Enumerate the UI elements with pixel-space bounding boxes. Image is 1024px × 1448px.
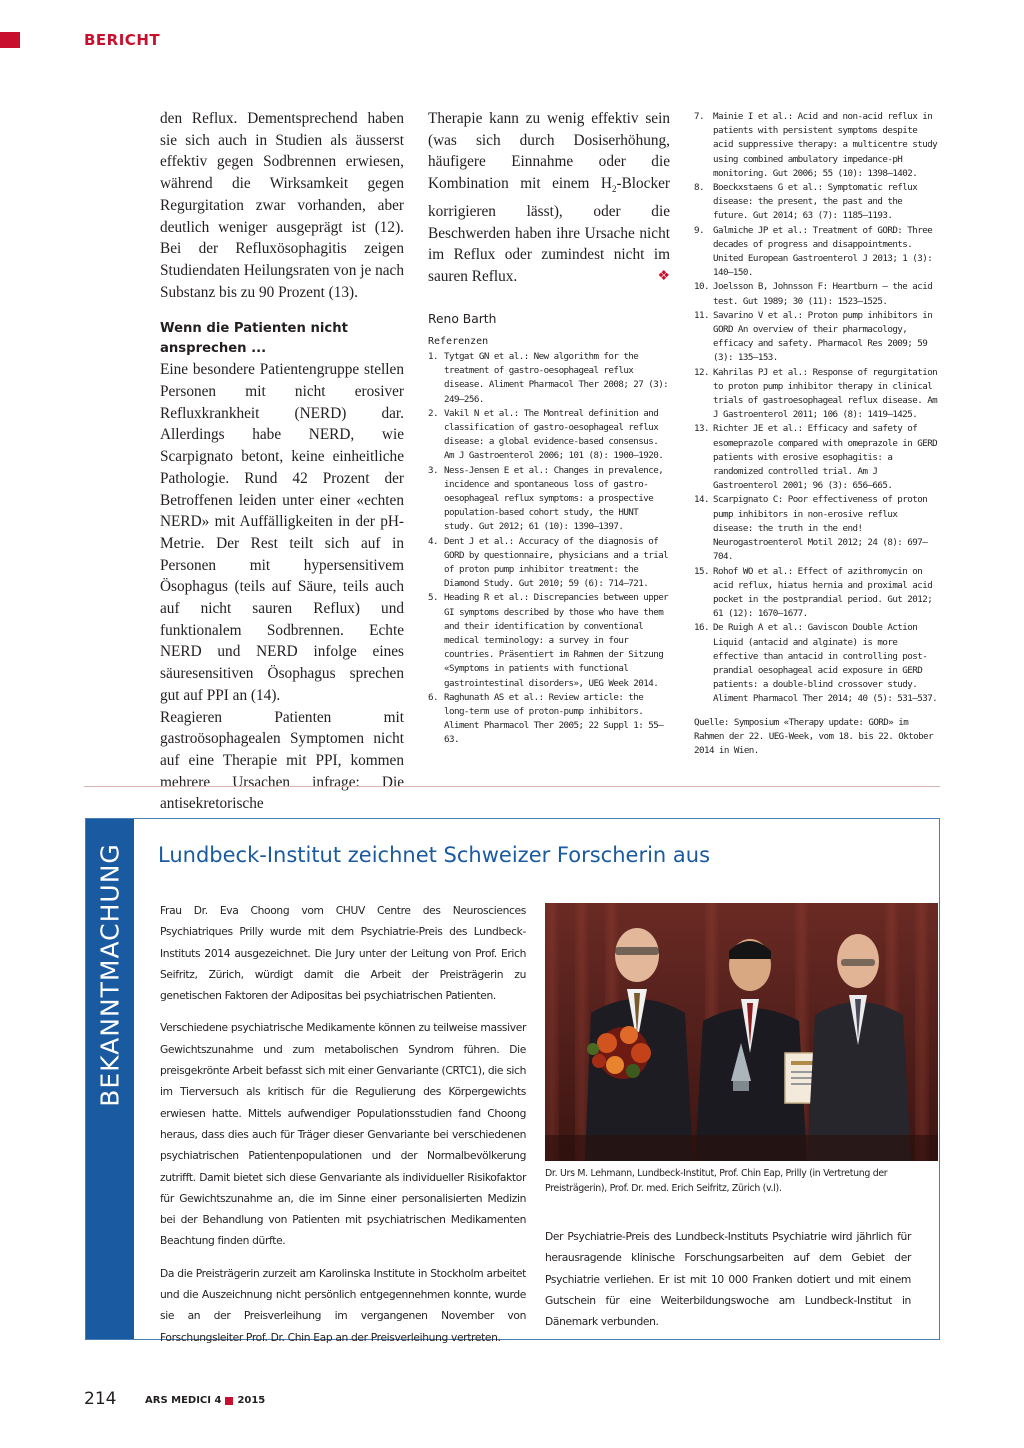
- reference-item: [694, 366, 939, 423]
- reference-item: [428, 464, 672, 535]
- reference-item: [694, 224, 939, 281]
- reference-text: Ness-Jensen E et al.: Changes in prevalence, incidence and spontaneous loss of gastro-oesophageal reflux symptoms: a prospective population-based cohort study, the HUNT study. Gut 2012; 61 (10): 1390–1397.: [444, 464, 664, 533]
- reference-number: 11.: [694, 309, 709, 321]
- reference-number: 2.: [428, 407, 438, 419]
- article-subheading: Wenn die Patienten nicht ansprechen ...: [160, 321, 348, 357]
- journal-footer: [145, 1395, 265, 1406]
- photo-caption: Dr. Urs M. Lehmann, Lundbeck-Institut, Prof. Chin Eap, Prilly (in Vertretung der Preisträgerin), Prof. Dr. med. Erich Seifritz, Zürich (v.l).: [545, 1168, 888, 1194]
- award-photo: [545, 903, 938, 1161]
- reference-number: 4.: [428, 535, 438, 547]
- reference-item: [428, 407, 672, 464]
- announcement-column-1: [160, 900, 526, 1359]
- journal-name: ARS MEDICI 4: [145, 1395, 222, 1406]
- end-mark-icon: ❖: [657, 268, 670, 284]
- article-column-1: [160, 108, 404, 815]
- reference-text: Dent J et al.: Accuracy of the diagnosis of GORD by questionnaire, physicians and a trial of proton pump inhibitor treatment: the Diamond Study. Gut 2010; 59 (6): 714–721.: [444, 535, 669, 590]
- announcement-column-2: [545, 1226, 911, 1343]
- reference-item: [694, 181, 939, 224]
- reference-item: [694, 422, 939, 493]
- reference-number: 6.: [428, 691, 438, 703]
- reference-text: Kahrilas PJ et al.: Response of regurgitation to proton pump inhibitor therapy in clinical trials of gastroesophageal reflux disease. Am J Gastroenterol 2011; 106 (8): 1419–1425.: [713, 366, 938, 421]
- article-paragraph: Therapie kann zu wenig effektiv sein (was sich durch Dosiserhöhung, häufigere Einnahme oder die Kombination mit einem $H_2$-Blocker korrigieren lässt), oder die Beschwerden haben ihre Ursache nicht im Reflux oder zumindest nicht im sauren Reflux. ❖: [428, 108, 670, 288]
- journal-year: 2015: [237, 1395, 266, 1406]
- reference-number: 13.: [694, 423, 709, 435]
- reference-item: [428, 591, 672, 690]
- reference-text: Vakil N et al.: The Montreal definition and classification of gastro-oesophageal reflux disease: a global evidence-based consensus. Am J Gastroenterol 2006; 101 (8): 1900–1920.: [444, 407, 664, 462]
- announcement-paragraph: Frau Dr. Eva Choong vom CHUV Centre des Neurosciences Psychiatriques Prilly wurde mit dem Psychiatrie-Preis des Lundbeck-Instituts 2014 ausgezeichnet. Die Jury unter der Leitung von Prof. Erich Seifritz, Zürich, würdigt damit die Arbeit der Preisträgerin zu genetischen Faktoren der Adipositas bei psychiatrischen Patienten.: [160, 904, 526, 1003]
- reference-item: [694, 110, 939, 181]
- reference-text: Rohof WO et al.: Effect of azithromycin on acid reflux, hiatus hernia and proximal acid pocket in the postprandial period. Gut 2012; 61 (12): 1670–1677.: [713, 565, 933, 620]
- reference-text: Raghunath AS et al.: Review article: the long-term use of proton-pump inhibitors. Aliment Pharmacol Ther 2005; 22 Suppl 1: 55–63.: [444, 691, 664, 746]
- reference-number: 10.: [694, 281, 709, 293]
- article-paragraph: Eine besondere Patientengruppe stellen Personen mit nicht erosiver Refluxkrankheit (NERD) dar. Allerdings habe NERD, wie Scarpignato betont, keine einheitliche Pathologie. Rund 42 Prozent der Betroffenen leiden unter einer «echten NERD» mit Auffälligkeiten in der pH-Metrie. Der Rest teilt sich auf in Personen mit hypersensitivem Ösophagus (teils auf Säure, teils auch auf nicht sauren Reflux) und funktionalem Sodbrennen. Echte NERD und NERD infolge eines säuresensitiven Ösophagus sprechen gut auf PPI an (14).: [160, 361, 404, 704]
- reference-item: [694, 621, 939, 706]
- reference-number: 14.: [694, 494, 709, 506]
- announcement-paragraph: Der Psychiatrie-Preis des Lundbeck-Instituts Psychiatrie wird jährlich für herausragende klinische Forschungsarbeiten auf dem Gebiet der Psychiatrie verliehen. Er ist mit 10 000 Franken dotiert und mit einem Gutschein für eine Weiterbildungswoche am Lundbeck-Institut in Dänemark verbunden.: [545, 1230, 911, 1329]
- reference-number: 1.: [428, 351, 438, 362]
- reference-text: Joelsson B, Johnsson F: Heartburn – the acid test. Gut 1989; 30 (11): 1523–1525.: [713, 281, 933, 307]
- reference-text: Galmiche JP et al.: Treatment of GORD: Three decades of progress and disappointments. United European Gastroenterol J 2013; 1 (3): 140–150.: [713, 224, 933, 279]
- page-number: 214: [84, 1389, 117, 1409]
- reference-number: 15.: [694, 565, 709, 577]
- announcement-title: Lundbeck-Institut zeichnet Schweizer Forscherin aus: [158, 843, 711, 867]
- divider: [84, 786, 940, 787]
- section-marker: [0, 32, 20, 48]
- references-list-a: [428, 350, 672, 748]
- source-note: Quelle: Symposium «Therapy update: GORD» im Rahmen der 22. UEG-Week, vom 18. bis 22. Oktober 2014 in Wien.: [694, 717, 934, 757]
- reference-number: 5.: [428, 592, 438, 604]
- article-author: Reno Barth: [428, 311, 497, 326]
- announcement-paragraph: Da die Preisträgerin zurzeit am Karolinska Institute in Stockholm arbeitet und die Auszeichnung nicht persönlich entgegennehmen konnte, wurde sie an der Preisverleihung im vergangenen November von Forschungsleiter Prof. Dr. Chin Eap an der Preisverleihung vertreten.: [160, 1266, 526, 1344]
- reference-item: [694, 309, 939, 366]
- reference-text: De Ruigh A et al.: Gaviscon Double Action Liquid (antacid and alginate) is more effective than antacid in controlling post-prandial oesophageal acid exposure in GERD patients: a double-blind crossover study. Aliment Pharmacol Ther 2014; 40 (5): 531–537.: [713, 622, 938, 705]
- reference-text: Scarpignato C: Poor effectiveness of proton pump inhibitors in non-erosive reflux disease: the truth in the end! Neurogastroenterol Motil 2012; 24 (8): 697–704.: [713, 494, 928, 563]
- reference-text: Boeckxstaens G et al.: Symptomatic reflux disease: the present, the past and the future. Gut 2014; 63 (7): 1185–1193.: [713, 182, 918, 222]
- reference-number: 12.: [694, 366, 709, 378]
- reference-text: Tytgat GN et al.: New algorithm for the treatment of gastro-oesophageal reflux disease. Aliment Pharmacol Ther 2008; 27 (3): 249–256.: [444, 351, 669, 405]
- reference-number: 8.: [694, 182, 704, 194]
- reference-number: 3.: [428, 464, 438, 476]
- reference-text: Savarino V et al.: Proton pump inhibitors in GORD An overview of their pharmacology, efficacy and safety. Pharmacol Res 2009; 59 (3): 135–153.: [713, 309, 933, 364]
- reference-text: Heading R et al.: Discrepancies between upper GI symptoms described by those who have them and their identification by conventional medical terminology: a survey in four countries. Präsentiert im Rahmen der Sitzung «Symptoms in patients with functional gastrointestinal disorders», UEG Week 2014.: [444, 592, 669, 689]
- reference-number: 9.: [694, 224, 704, 236]
- references-list-b: [694, 110, 939, 707]
- reference-item: [428, 350, 672, 407]
- reference-item: [428, 691, 672, 748]
- references-title: Referenzen: [428, 336, 489, 347]
- section-label: BERICHT: [84, 31, 161, 49]
- announcement-paragraph: Verschiedene psychiatrische Medikamente können zu teilweise massiver Gewichtszunahme und zum metabolischen Syndrom führen. Die preisgekrönte Arbeit befasst sich mit einer Genvariante (CRTC1), die sich im Tierversuch als kritisch für die Regulierung des Körpergewichts erwiesen hatte. Mittels aufwendiger Populationsstudien fand Choong heraus, dass dies auch für Träger dieser Genvariante bei verschiedenen psychiatrischen Patientenpopulationen und der Normalbevölkerung zutrifft. Damit bietet sich diese Genvariante als individueller Risikofaktor für Gewichtszunahme an, die im Sinne einer personalisierten Medizin bei der Behandlung von Patienten mit psychiatrischen Medikamenten Beachtung finden dürfte.: [160, 1021, 526, 1248]
- article-column-2: [428, 108, 670, 330]
- article-paragraph: den Reflux. Dementsprechend haben sie sich auch in Studien als äusserst effektiv gegen Sodbrennen erwiesen, während die Wirksamkeit gegen Regurgitation zwar vorhanden, aber deutlich weniger ausgeprägt ist (12). Bei der Refluxösophagitis zeigen Studiendaten Heilungsraten von je nach Substanz bis zu 90 Prozent (13).: [160, 110, 404, 301]
- reference-text: Mainie I et al.: Acid and non-acid reflux in patients with persistent symptoms despite acid suppressive therapy: a multicentre study using combined ambulatory impedance-pH monitoring. Gut 2006; 55 (10): 1398–1402.: [713, 111, 938, 179]
- reference-number: 7.: [694, 111, 704, 122]
- reference-item: [428, 535, 672, 592]
- reference-item: [694, 280, 939, 308]
- reference-item: [694, 565, 939, 622]
- reference-item: [694, 493, 939, 564]
- footer-marker: [225, 1397, 233, 1405]
- reference-number: 16.: [694, 622, 709, 634]
- article-paragraph: Reagieren Patienten mit gastroösophagealen Symptomen nicht auf eine Therapie mit PPI, kommen mehrere Ursachen infrage: Die antisekretorische: [160, 708, 404, 813]
- reference-text: Richter JE et al.: Efficacy and safety of esomeprazole compared with omeprazole in GERD patients with erosive esophagitis: a randomized controlled trial. Am J Gastroenterol 2001; 96 (3): 656–665.: [713, 423, 938, 492]
